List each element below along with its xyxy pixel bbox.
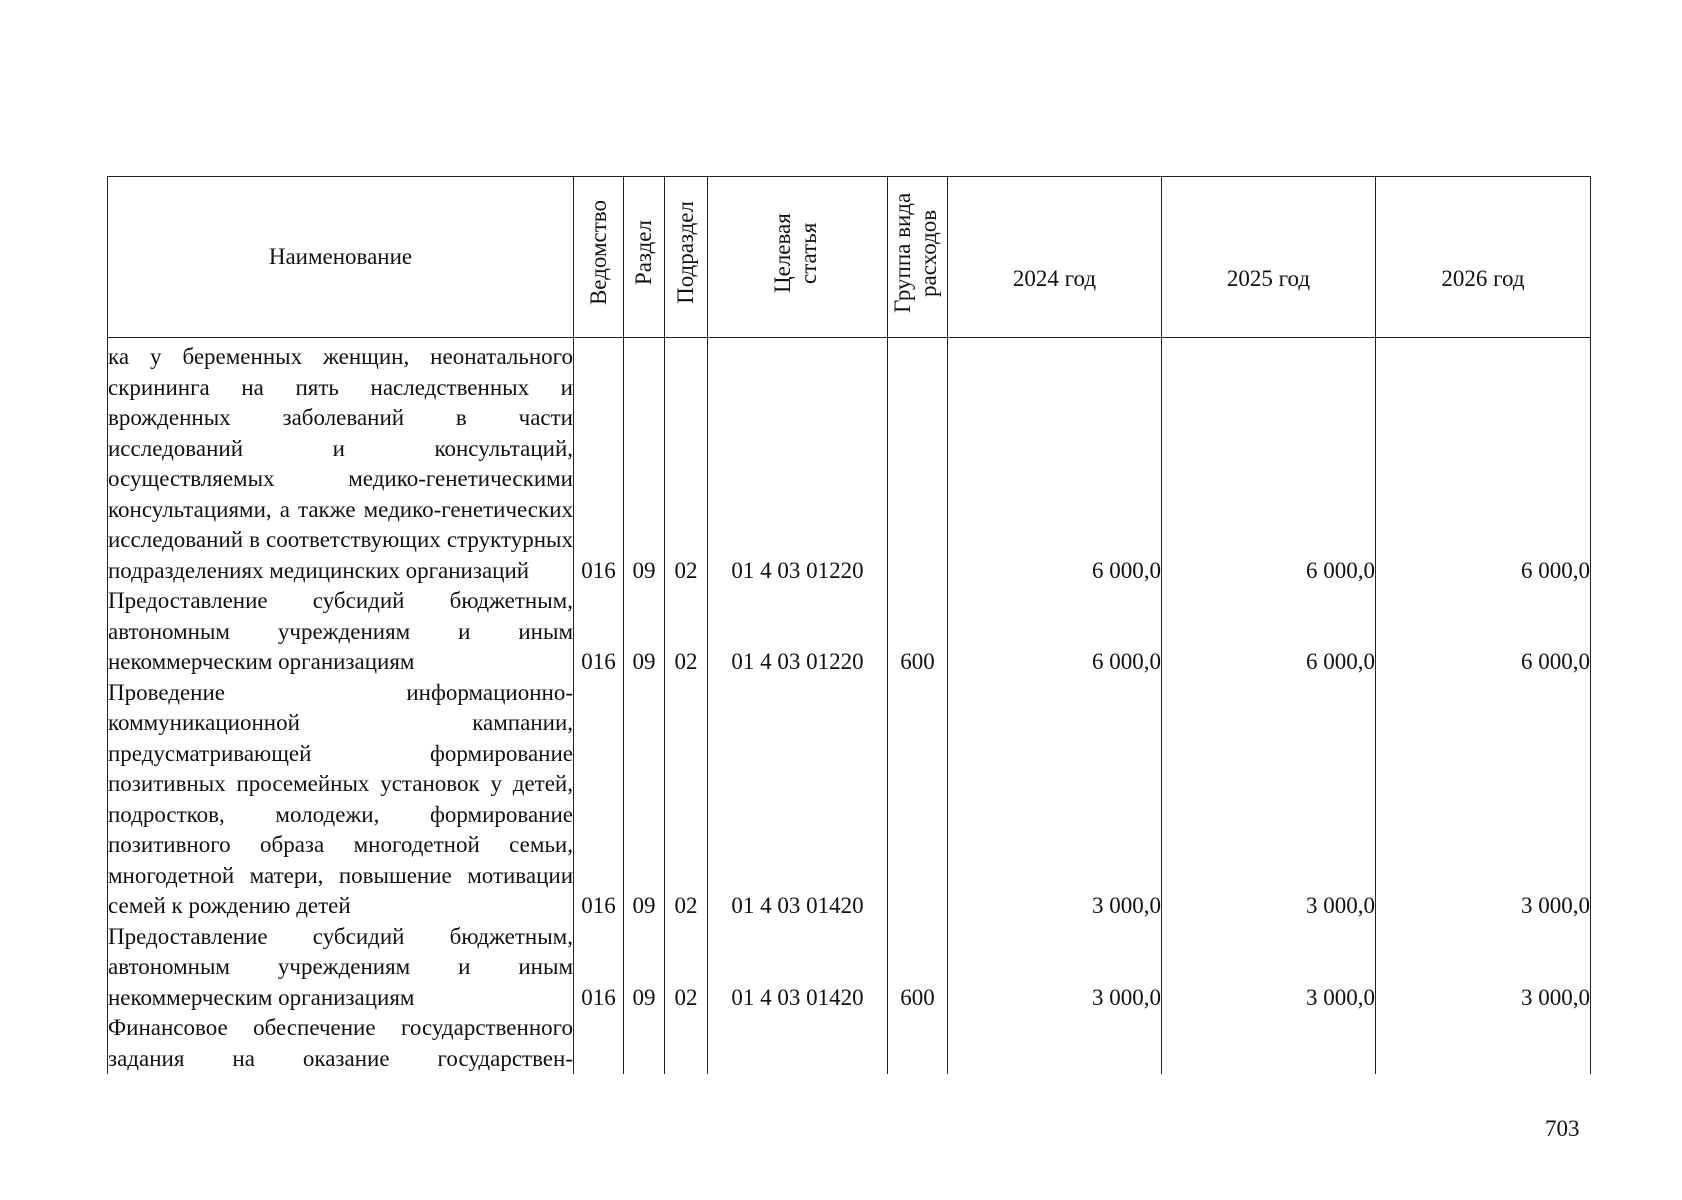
row-vedomstvo: 016 (574, 586, 624, 678)
row-celevaya: 01 4 03 01220 (708, 586, 888, 678)
table-header-row (108, 177, 1591, 338)
header-2024: 2024 год (948, 177, 1162, 338)
row-gruppa (888, 338, 948, 587)
row-2024: 3 000,0 (948, 922, 1162, 1014)
row-razdel: 09 (624, 922, 665, 1014)
row-podrazdel: 02 (665, 338, 708, 587)
row-razdel: 09 (624, 338, 665, 587)
row-2025: 6 000,0 (1162, 586, 1376, 678)
row-celevaya: 01 4 03 01220 (708, 338, 888, 587)
row-2026: 3 000,0 (1376, 678, 1591, 922)
header-razdel: Раздел (624, 177, 665, 338)
table-row (108, 1013, 1591, 1074)
row-2026 (1376, 1013, 1591, 1074)
row-vedomstvo: 016 (574, 338, 624, 587)
row-vedomstvo (574, 1013, 624, 1074)
row-vedomstvo: 016 (574, 678, 624, 922)
row-2025 (1162, 1013, 1376, 1074)
row-2025: 6 000,0 (1162, 338, 1376, 587)
table-row (108, 678, 1591, 922)
row-celevaya: 01 4 03 01420 (708, 678, 888, 922)
row-2026: 3 000,0 (1376, 922, 1591, 1014)
row-name: Проведение информационно-коммуникационной кампании, предусматривающей формирование позитивных просемейных установок у детей, подростков, молодежи, формирование позитивного образа многодетной семьи, многодетной матери, повышение мотивации семей к рождению детей (108, 678, 574, 922)
row-podrazdel (665, 1013, 708, 1074)
header-vedomstvo: Ведомство (574, 177, 624, 338)
row-podrazdel: 02 (665, 922, 708, 1014)
row-gruppa: 600 (888, 586, 948, 678)
header-2026: 2026 год (1376, 177, 1591, 338)
row-gruppa: 600 (888, 922, 948, 1014)
row-name: Предоставление субсидий бюджетным, автономным учреждениям и иным некоммерческим организациям (108, 922, 574, 1014)
header-podrazdel: Подраздел (665, 177, 708, 338)
row-celevaya: 01 4 03 01420 (708, 922, 888, 1014)
row-vedomstvo: 016 (574, 922, 624, 1014)
header-name: Наименование (108, 177, 574, 338)
row-2024: 6 000,0 (948, 338, 1162, 587)
row-gruppa (888, 678, 948, 922)
row-name: ка у беременных женщин, неонатального скрининга на пять наследственных и врожденных заболеваний в части исследований и консультаций, осуществляемых медико-генетическими консультациями, а также медико-генетических исследований в соответствующих структурных подразделениях медицинских организаций (108, 338, 574, 587)
page-number: 703 (1545, 1116, 1580, 1141)
row-gruppa (888, 1013, 948, 1074)
row-name: Предоставление субсидий бюджетным, автономным учреждениям и иным некоммерческим организациям (108, 586, 574, 678)
row-2024 (948, 1013, 1162, 1074)
header-gruppa: Группа вида расходов (888, 177, 948, 338)
row-2024: 3 000,0 (948, 678, 1162, 922)
row-celevaya (708, 1013, 888, 1074)
row-2025: 3 000,0 (1162, 922, 1376, 1014)
header-2025: 2025 год (1162, 177, 1376, 338)
table-row (108, 922, 1591, 1014)
table-row (108, 586, 1591, 678)
row-razdel (624, 1013, 665, 1074)
row-2025: 3 000,0 (1162, 678, 1376, 922)
row-2026: 6 000,0 (1376, 338, 1591, 587)
row-podrazdel: 02 (665, 586, 708, 678)
row-name: Финансовое обеспечение государственного задания на оказание государствен- (108, 1013, 574, 1074)
row-razdel: 09 (624, 678, 665, 922)
budget-table (107, 176, 1591, 1074)
row-razdel: 09 (624, 586, 665, 678)
header-celevaya: Целевая статья (708, 177, 888, 338)
row-2026: 6 000,0 (1376, 586, 1591, 678)
row-podrazdel: 02 (665, 678, 708, 922)
row-2024: 6 000,0 (948, 586, 1162, 678)
table-row (108, 338, 1591, 587)
